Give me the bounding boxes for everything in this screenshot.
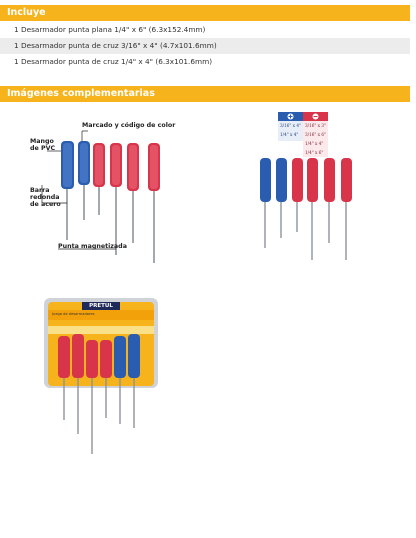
package-illustration — [42, 296, 160, 466]
phillips-sizes — [280, 123, 301, 141]
list-item: 1 Desarmador punta de cruz 3/16" x 4" (4.7x101.6mm) — [0, 38, 410, 54]
callout-marcado: Marcado y código de color — [82, 122, 176, 129]
includes-list — [0, 22, 410, 70]
size-label: 1/4" x 4" — [305, 141, 324, 146]
list-item: 1 Desarmador punta plana 1/4" x 6" (6.3x152.4mm) — [14, 25, 206, 34]
size-label: 1/4" x 4" — [280, 132, 299, 137]
section-header-imagenes — [0, 86, 410, 102]
callout-mango: Mango de PVC — [30, 138, 56, 152]
slotted-sizes — [305, 123, 326, 159]
list-item: 1 Desarmador punta de cruz 1/4" x 4" (6.3x101.6mm) — [14, 57, 213, 66]
size-label: 3/16" x 4" — [280, 123, 301, 128]
section-title: Incluye — [7, 7, 46, 18]
size-label: 3/16" x 3" — [305, 123, 326, 128]
size-label: 1/4" x 6" — [305, 150, 324, 155]
section-header-incluye — [0, 5, 410, 21]
callout-barra: Barra redonda de acero — [30, 187, 61, 208]
product-image-annotated[interactable] — [22, 115, 197, 275]
size-label: 3/16" x 6" — [305, 132, 326, 137]
product-image-package[interactable] — [42, 296, 160, 466]
section-title: Imágenes complementarias — [7, 88, 155, 99]
product-image-sizes[interactable] — [250, 110, 360, 275]
package-subtitle: Juego de desarmadores — [52, 312, 95, 316]
callout-punta: Punta magnetizada — [58, 243, 127, 250]
brand-logo: PRETUL — [89, 303, 113, 309]
